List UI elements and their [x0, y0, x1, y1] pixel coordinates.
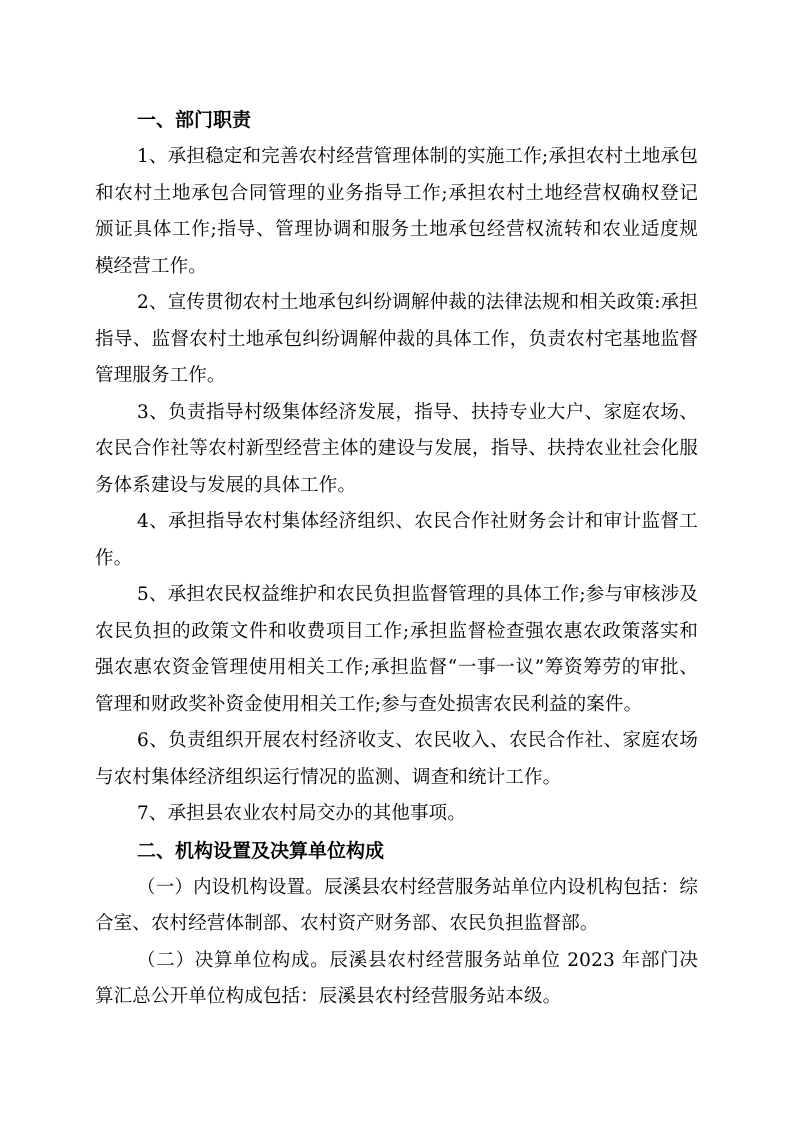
- structure-paragraph-units: （二）决算单位构成。辰溪县农村经营服务站单位 2023 年部门决算汇总公开单位构成包括：辰溪县农村经营服务站本级。: [95, 949, 698, 1007]
- duty-paragraph-1: 1、承担稳定和完善农村经营管理体制的实施工作;承担农村土地承包和农村土地承包合同管理的业务指导工作;承担农村土地经营权确权登记颁证具体工作;指导、管理协调和服务土地承包经营权流转和农业适度规模经营工作。: [95, 146, 698, 277]
- duty-paragraph-5: 5、承担农民权益维护和农民负担监督管理的具体工作;参与审核涉及农民负担的政策文件和收费项目工作;承担监督检查强农惠农政策落实和强农惠农资金管理使用相关工作;承担监督“一事一议”筹资筹劳的审批、管理和财政奖补资金使用相关工作;参与查处损害农民利益的案件。: [95, 584, 698, 715]
- duty-paragraph-3: 3、负责指导村级集体经济发展，指导、扶持专业大户、家庭农场、农民合作社等农村新型经营主体的建设与发展，指导、扶持农业社会化服务体系建设与发展的具体工作。: [95, 401, 698, 496]
- duty-paragraph-2: 2、宣传贯彻农村土地承包纠纷调解仲裁的法律法规和相关政策:承担指导、监督农村土地承包纠纷调解仲裁的具体工作，负责农村宅基地监督管理服务工作。: [95, 292, 698, 386]
- duty-paragraph-7: 7、承担县农业农村局交办的其他事项。: [137, 803, 466, 824]
- section-heading-duties: 一、部门职责: [137, 109, 252, 131]
- duty-paragraph-4: 4、承担指导农村集体经济组织、农民合作社财务会计和审计监督工作。: [95, 511, 698, 569]
- duty-paragraph-6: 6、负责组织开展农村经济收支、农民收入、农民合作社、家庭农场与农村集体经济组织运行情况的监测、调查和统计工作。: [95, 730, 698, 788]
- section-heading-structure: 二、机构设置及决算单位构成: [137, 839, 385, 862]
- structure-paragraph-internal: （一）内设机构设置。辰溪县农村经营服务站单位内设机构包括：综合室、农村经营体制部、农村资产财务部、农民负担监督部。: [95, 876, 698, 934]
